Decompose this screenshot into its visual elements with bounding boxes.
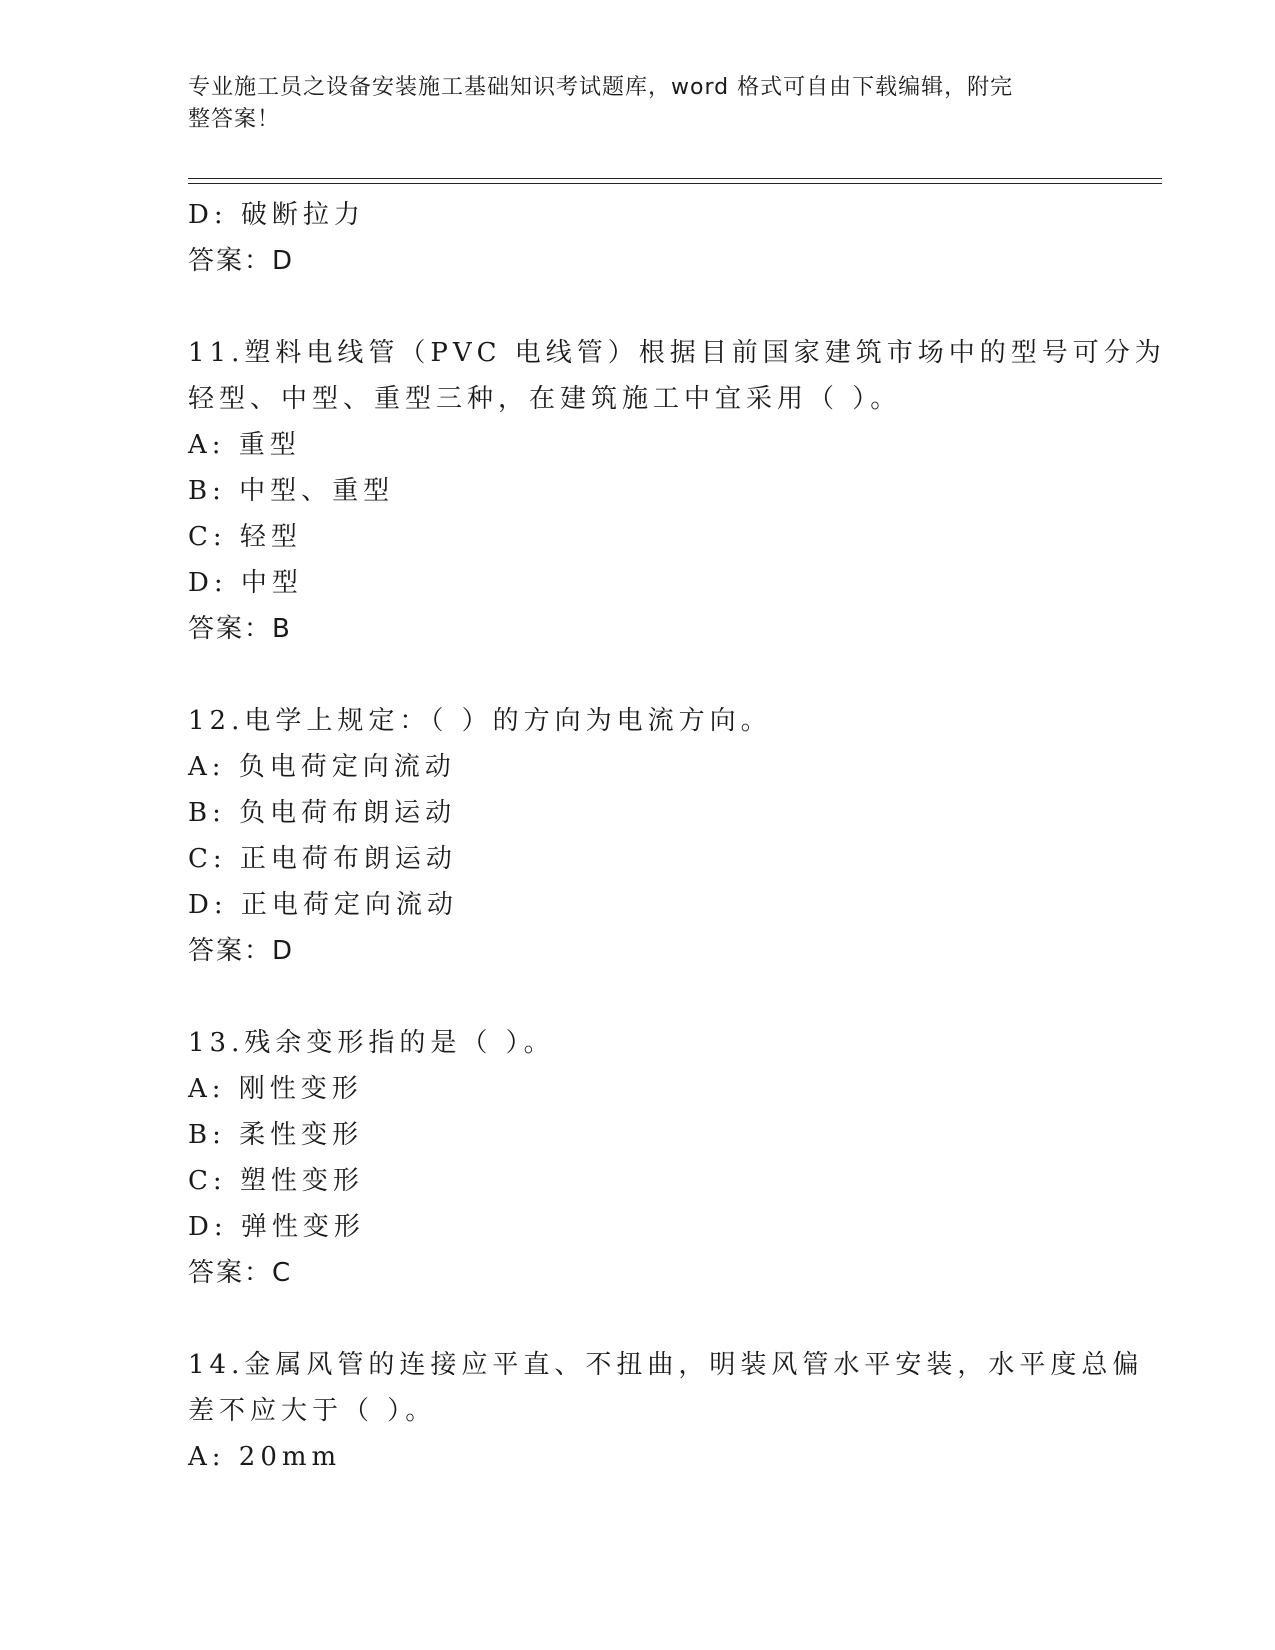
option-c: C: 正电荷布朗运动 bbox=[188, 844, 457, 874]
question-stem-line: 14.金属风管的连接应平直、不扭曲，明装风管水平安装，水平度总偏 bbox=[188, 1350, 1144, 1380]
question-12 bbox=[188, 698, 1088, 974]
option-a: A: 刚性变形 bbox=[188, 1074, 363, 1104]
header-divider bbox=[188, 178, 1162, 184]
question-stem-line: 12.电学上规定：（ ）的方向为电流方向。 bbox=[188, 706, 772, 736]
question-stem-line: 轻型、中型、重型三种，在建筑施工中宜采用（ ）。 bbox=[188, 384, 902, 414]
header-line-1: 专业施工员之设备安装施工基础知识考试题库，word 格式可自由下载编辑，附完 bbox=[188, 75, 1014, 100]
header-line-2: 整答案！ bbox=[188, 107, 281, 132]
question-13 bbox=[188, 1020, 1088, 1296]
answer-line: 答案：D bbox=[188, 936, 295, 966]
option-d: D: 弹性变形 bbox=[188, 1212, 365, 1242]
document-header bbox=[188, 72, 1068, 136]
answer-line: 答案：D bbox=[188, 246, 295, 276]
option-b: B: 中型、重型 bbox=[188, 476, 395, 506]
answer-line: 答案：C bbox=[188, 1258, 293, 1288]
question-stem-line: 13.残余变形指的是（ ）。 bbox=[188, 1028, 555, 1058]
option-a: A: 20mm bbox=[188, 1442, 342, 1472]
option-b: B: 柔性变形 bbox=[188, 1120, 364, 1150]
previous-question-tail bbox=[188, 192, 1088, 284]
question-14 bbox=[188, 1342, 1144, 1480]
option-c: C: 塑性变形 bbox=[188, 1166, 364, 1196]
option-d: D: 正电荷定向流动 bbox=[188, 890, 458, 920]
answer-line: 答案：B bbox=[188, 614, 292, 644]
option-d: D: 破断拉力 bbox=[188, 200, 365, 230]
option-a: A: 负电荷定向流动 bbox=[188, 752, 456, 782]
option-d: D: 中型 bbox=[188, 568, 303, 598]
option-c: C: 轻型 bbox=[188, 522, 302, 552]
option-a: A: 重型 bbox=[188, 430, 301, 460]
option-b: B: 负电荷布朗运动 bbox=[188, 798, 457, 828]
question-stem-line: 11.塑料电线管（PVC 电线管）根据目前国家建筑市场中的型号可分为 bbox=[188, 338, 1166, 368]
question-11 bbox=[188, 330, 1166, 652]
question-stem-line: 差不应大于（ ）。 bbox=[188, 1396, 437, 1426]
question-list bbox=[188, 192, 1166, 1480]
